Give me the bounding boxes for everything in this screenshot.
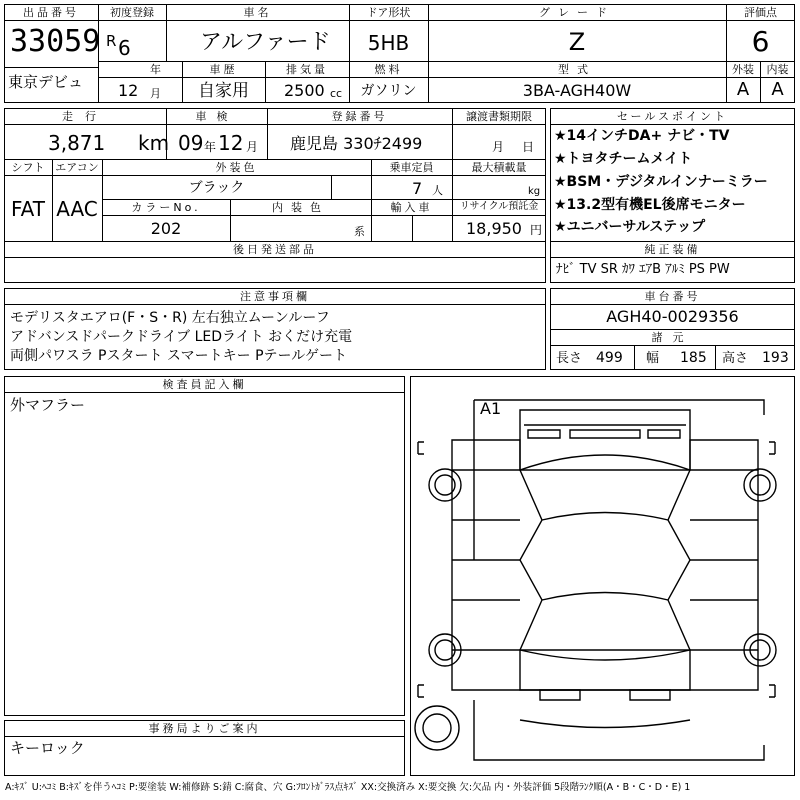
transfer-label: 譲渡書類期限 [466,110,532,123]
legend: A:ｷｽﾞ U:ﾍｺﾐ B:ｷｽﾞを伴うﾍｺﾐ P:要塗装 W:補修跡 S:錆 C:腐食、穴 G:ﾌﾛﾝﾄｶﾞﾗｽ点ｷｽﾞ XX:交換済み X:要交換 欠:欠品 内・外装評価 5段階ﾗﾝｸ順(A・B・C・D・E) 1 [5,782,691,793]
first-reg-year: 6 [118,36,131,60]
interior-label: 内装 [766,63,789,76]
shift-label: シフト [11,161,45,174]
note-line: 両側パワスラ Pスタート スマートキー Pテールゲート [10,348,347,364]
color-no-label: カラーNo. [131,201,201,214]
height-label: 高さ [722,351,749,366]
inspector-label: 検査員記入欄 [162,378,247,391]
history-label: 車歴 [209,63,238,76]
mileage: 3,871 [48,131,106,155]
chassis-label: 車台番号 [644,290,701,303]
exterior-color: ブラック [188,180,245,196]
dims-label: 諸元 [651,331,694,344]
capacity-unit: 人 [432,184,443,197]
equipment-label: 純正装備 [644,243,701,256]
later-parts-label: 後日発送部品 [233,243,317,256]
mileage-label: 走行 [62,110,108,123]
transfer-day-unit: 日 [522,140,535,154]
height-value: 193 [762,350,789,366]
inspection-year: 09 [178,131,204,155]
sales-point-item: ★13.2型有機EL後席モニター [554,197,746,213]
note-line: モデリスタエアロ(F・S・R) 左右独立ムーンルーフ [10,310,330,326]
fuel-label: 燃料 [374,63,403,76]
notes-label: 注意事項欄 [240,290,310,303]
width-value: 185 [680,350,707,366]
ac: AAC [56,197,98,221]
length-value: 499 [596,350,623,366]
chassis-number: AGH40-0029356 [606,307,739,326]
damage-mark: A1 [480,399,502,418]
displacement-unit: cc [330,87,343,100]
office-label: 事務局よりご案内 [148,722,261,735]
width-label: 幅 [646,351,660,366]
score: 6 [751,25,770,58]
fuel: ガソリン [360,83,417,99]
inspection-label: 車検 [195,110,238,123]
interior-color-unit: 系 [354,225,365,238]
import-label: 輸入車 [390,201,433,214]
length-label: 長さ [556,351,583,366]
inspection-year-unit: 年 [204,140,217,154]
score-label: 評価点 [744,6,777,19]
recycle-unit: 円 [530,223,543,237]
era: R [106,32,117,50]
equipment-list: ﾅﾋﾞ TV SR ｶﾜ ｴｱB ｱﾙﾐ PS PW [556,262,730,277]
load-label: 最大積載量 [471,161,527,174]
plate-label: 登録番号 [331,110,388,123]
load-unit: kg [528,186,541,197]
debut-badge: 東京デビュ [8,73,84,91]
model-code: 3BA-AGH40W [522,81,632,100]
color-no: 202 [150,219,182,238]
capacity: 7 [412,179,423,198]
car-name: アルファード [200,30,331,55]
inspection-month: 12 [218,131,244,155]
first-reg-label: 初度登録 [110,6,154,19]
history: 自家用 [198,81,249,101]
note-line: アドバンスドパークドライブ LEDライト おくだけ充電 [10,329,353,345]
interior-color-label: 内装色 [272,201,329,214]
inspector-text: 外マフラー [10,396,86,414]
door-label: ドア形状 [366,6,411,19]
displacement: 2500 [284,81,325,100]
exterior-grade: A [736,79,750,100]
shift: FAT [10,197,45,221]
inspection-month-unit: 月 [246,140,259,154]
year-unit: 年 [150,63,161,76]
grade-label: グレード [539,6,615,19]
office-text: キーロック [10,739,85,757]
sales-points-label: セールスポイント [616,110,728,123]
plate-number: 鹿児島 330ﾁ2499 [290,134,423,153]
capacity-label: 乗車定員 [389,161,434,174]
mileage-unit: km [138,131,170,155]
ac-label: エアコン [55,161,99,174]
sales-point-item: ★14インチDA+ ナビ・TV [554,128,730,144]
sales-point-item: ★ユニバーサルステップ [554,219,706,235]
door-type: 5HB [367,31,410,55]
color-label: 外装色 [215,161,258,174]
first-reg-month: 12 [118,81,139,100]
car-name-label: 車名 [243,6,272,19]
interior-grade: A [771,79,784,100]
sales-point-item: ★BSM・デジタルインナーミラー [554,174,768,190]
transfer-month-unit: 月 [492,140,505,154]
lot-no-label: 出品番号 [23,6,79,19]
displacement-label: 排気量 [286,63,328,76]
grade: Z [568,28,586,56]
sales-point-item: ★トヨタチームメイト [554,151,693,167]
recycle-label: リサイクル預託金 [459,201,539,212]
exterior-label: 外装 [732,63,754,76]
model-label: 型式 [558,63,596,76]
recycle-fee: 18,950 [466,219,522,238]
month-unit: 月 [150,87,161,100]
lot-no: 33059 [10,24,101,59]
